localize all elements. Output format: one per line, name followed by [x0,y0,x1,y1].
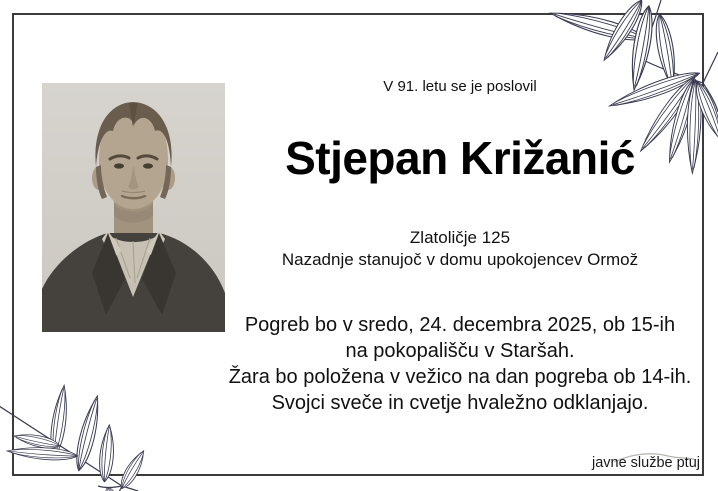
address-line: Nazadnje stanujoč v domu upokojencev Ormož [281,250,639,269]
company-logo [592,450,700,472]
funeral-line: Žara bo položena v vežico na dan pogreba ob 14-ih. [228,366,692,388]
funeral-line: Pogreb bo v sredo, 24. decembra 2025, ob 15-ih [244,314,676,336]
logo-text: javne službe ptuj [591,455,700,471]
address-line: Zlatoličje 125 [409,228,511,247]
deceased-name: Stjepan Križanić [285,132,635,184]
funeral-line: na pokopališču v Staršah. [345,340,575,362]
intro-line: V 91. letu se je poslovil [383,78,537,95]
funeral-line: Svojci sveče in cvetje hvaležno odklanjajo. [271,392,649,414]
funeral-details-block [212,312,708,416]
portrait-photo [42,83,225,332]
address-block [212,227,708,271]
